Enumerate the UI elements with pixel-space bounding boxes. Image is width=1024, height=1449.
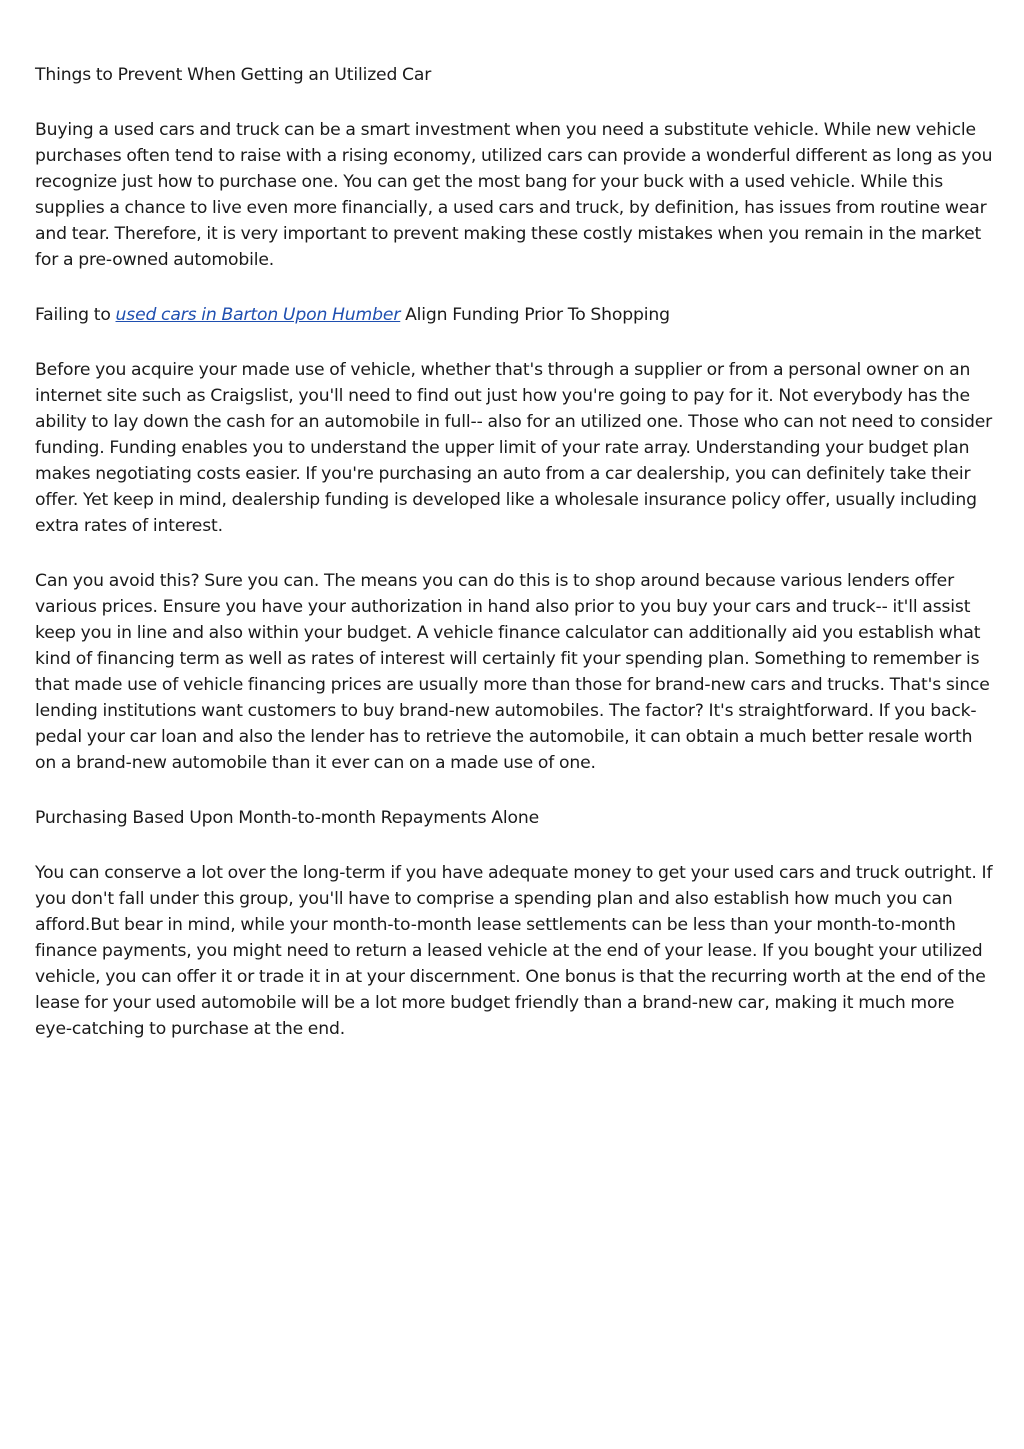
section-heading-repayments: Purchasing Based Upon Month-to-month Repayments Alone	[35, 808, 539, 828]
document-title: Things to Prevent When Getting an Utilized Car	[35, 65, 432, 85]
repayments-paragraph: You can conserve a lot over the long-term if you have adequate money to get your used cars and truck outright. If you don't fall under this group, you'll have to comprise a spending plan and also establish how much you can afford.But bear in mind, while your month-to-month lease settlements can be less than your month-to-month finance payments, you might need to return a leased vehicle at the end of your lease. If you bought your utilized vehicle, you can offer it or trade it in at your discernment. One bonus is that the recurring worth at the end of the lease for your used automobile will be a lot more budget friendly than a brand-new car, making it much more eye-catching to purchase at the end.	[35, 863, 993, 1039]
heading-prefix: Failing to	[35, 305, 116, 325]
heading-suffix: Align Funding Prior To Shopping	[400, 305, 670, 325]
section-heading-funding	[35, 302, 993, 328]
document-page	[35, 62, 993, 1071]
used-cars-link[interactable]: used cars in Barton Upon Humber	[115, 305, 401, 325]
funding-paragraph: Before you acquire your made use of vehicle, whether that's through a supplier or from a personal owner on an internet site such as Craigslist, you'll need to find out just how you're going to pay for it. Not everybody has the ability to lay down the cash for an automobile in full-- also for an utilized one. Those who can not need to consider funding. Funding enables you to understand the upper limit of your rate array. Understanding your budget plan makes negotiating costs easier. If you're purchasing an auto from a car dealership, you can definitely take their offer. Yet keep in mind, dealership funding is developed like a wholesale insurance policy offer, usually including extra rates of interest.	[35, 360, 993, 536]
intro-paragraph: Buying a used cars and truck can be a smart investment when you need a substitute vehicle. While new vehicle purchases often tend to raise with a rising economy, utilized cars can provide a wonderful different as long as you recognize just how to purchase one. You can get the most bang for your buck with a used vehicle. While this supplies a chance to live even more financially, a used cars and truck, by definition, has issues from routine wear and tear. Therefore, it is very important to prevent making these costly mistakes when you remain in the market for a pre-owned automobile.	[35, 120, 993, 270]
lenders-paragraph: Can you avoid this? Sure you can. The means you can do this is to shop around because various lenders offer various prices. Ensure you have your authorization in hand also prior to you buy your cars and truck-- it'll assist keep you in line and also within your budget. A vehicle finance calculator can additionally aid you establish what kind of financing term as well as rates of interest will certainly fit your spending plan. Something to remember is that made use of vehicle financing prices are usually more than those for brand-new cars and trucks. That's since lending institutions want customers to buy brand-new automobiles. The factor? It's straightforward. If you back-pedal your car loan and also the lender has to retrieve the automobile, it can obtain a much better resale worth on a brand-new automobile than it ever can on a made use of one.	[35, 571, 990, 773]
